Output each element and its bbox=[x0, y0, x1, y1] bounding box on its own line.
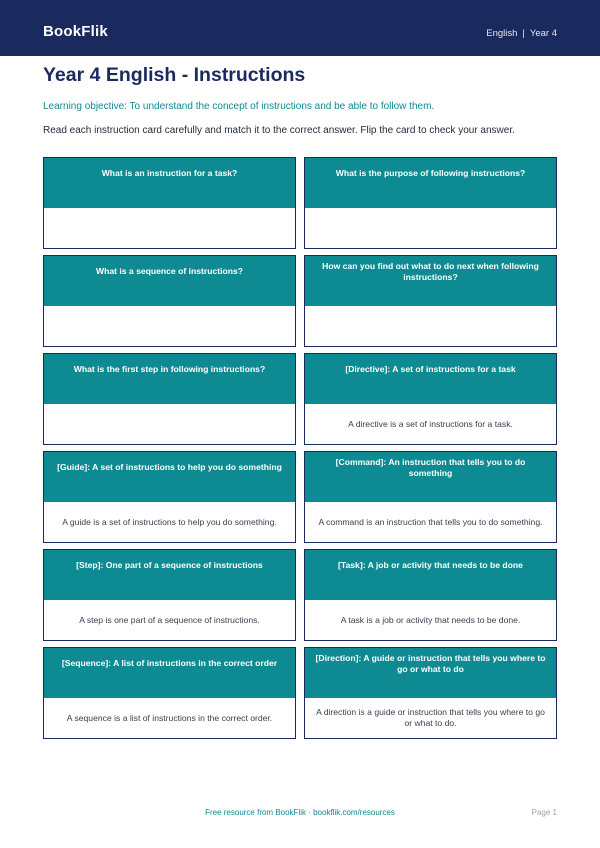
page-title: Year 4 English - Instructions bbox=[43, 64, 306, 86]
flip-card[interactable] bbox=[304, 549, 557, 641]
footer-credit[interactable]: Free resource from BookFlik · bookflik.com/resources bbox=[205, 808, 395, 817]
flip-card[interactable] bbox=[304, 647, 557, 739]
flip-card[interactable] bbox=[304, 353, 557, 445]
card-back: A guide is a set of instructions to help you do something. bbox=[62, 516, 277, 527]
card-back: A command is an instruction that tells you to do something. bbox=[318, 516, 543, 527]
card-front: What is a sequence of instructions? bbox=[44, 256, 295, 306]
card-front: How can you find out what to do next when following instructions? bbox=[305, 256, 556, 306]
flip-card[interactable] bbox=[43, 549, 296, 641]
header-bar bbox=[0, 0, 600, 56]
breadcrumb-year[interactable]: Year 4 bbox=[529, 28, 557, 39]
card-back: A sequence is a list of instructions in the correct order. bbox=[66, 712, 273, 723]
card-front: [Task]: A job or activity that needs to be done bbox=[305, 550, 556, 600]
flip-card[interactable] bbox=[43, 255, 296, 347]
card-back bbox=[305, 208, 556, 248]
card-back bbox=[44, 306, 295, 346]
card-back: A step is one part of a sequence of instructions. bbox=[79, 614, 260, 625]
page-number: Page 1 bbox=[531, 808, 557, 817]
card-front: What is the first step in following instructions? bbox=[44, 354, 295, 404]
card-back bbox=[44, 404, 295, 444]
flip-card[interactable] bbox=[304, 451, 557, 543]
card-front: What is an instruction for a task? bbox=[44, 158, 295, 208]
card-back: A task is a job or activity that needs to be done. bbox=[340, 614, 521, 625]
card-front: [Step]: One part of a sequence of instructions bbox=[44, 550, 295, 600]
card-front: [Directive]: A set of instructions for a task bbox=[305, 354, 556, 404]
card-front: [Direction]: A guide or instruction that tells you where to go or what to do bbox=[305, 648, 556, 698]
breadcrumb-subject[interactable]: English bbox=[486, 28, 518, 39]
flip-card[interactable] bbox=[43, 353, 296, 445]
breadcrumb bbox=[486, 28, 557, 39]
flip-card[interactable] bbox=[43, 451, 296, 543]
card-back bbox=[305, 306, 556, 346]
breadcrumb-separator: | bbox=[522, 28, 525, 39]
learning-objective: Learning objective: To understand the concept of instructions and be able to follow them. bbox=[43, 101, 435, 112]
card-back: A direction is a guide or instruction that tells you where to go or what to do. bbox=[316, 707, 545, 728]
card-back: A directive is a set of instructions for a task. bbox=[348, 418, 513, 429]
card-front: What is the purpose of following instructions? bbox=[305, 158, 556, 208]
card-back bbox=[44, 208, 295, 248]
brand-logo[interactable]: BookFlik bbox=[43, 23, 108, 40]
card-front: [Guide]: A set of instructions to help you do something bbox=[44, 452, 295, 502]
card-front: [Command]: An instruction that tells you to do something bbox=[305, 452, 556, 502]
card-front: [Sequence]: A list of instructions in the correct order bbox=[44, 648, 295, 698]
flip-card[interactable] bbox=[43, 647, 296, 739]
flip-card[interactable] bbox=[304, 157, 557, 249]
flip-card[interactable] bbox=[43, 157, 296, 249]
activity-instructions: Read each instruction card carefully and match it to the correct answer. Flip the card to check your answer. bbox=[43, 125, 515, 136]
flip-card[interactable] bbox=[304, 255, 557, 347]
